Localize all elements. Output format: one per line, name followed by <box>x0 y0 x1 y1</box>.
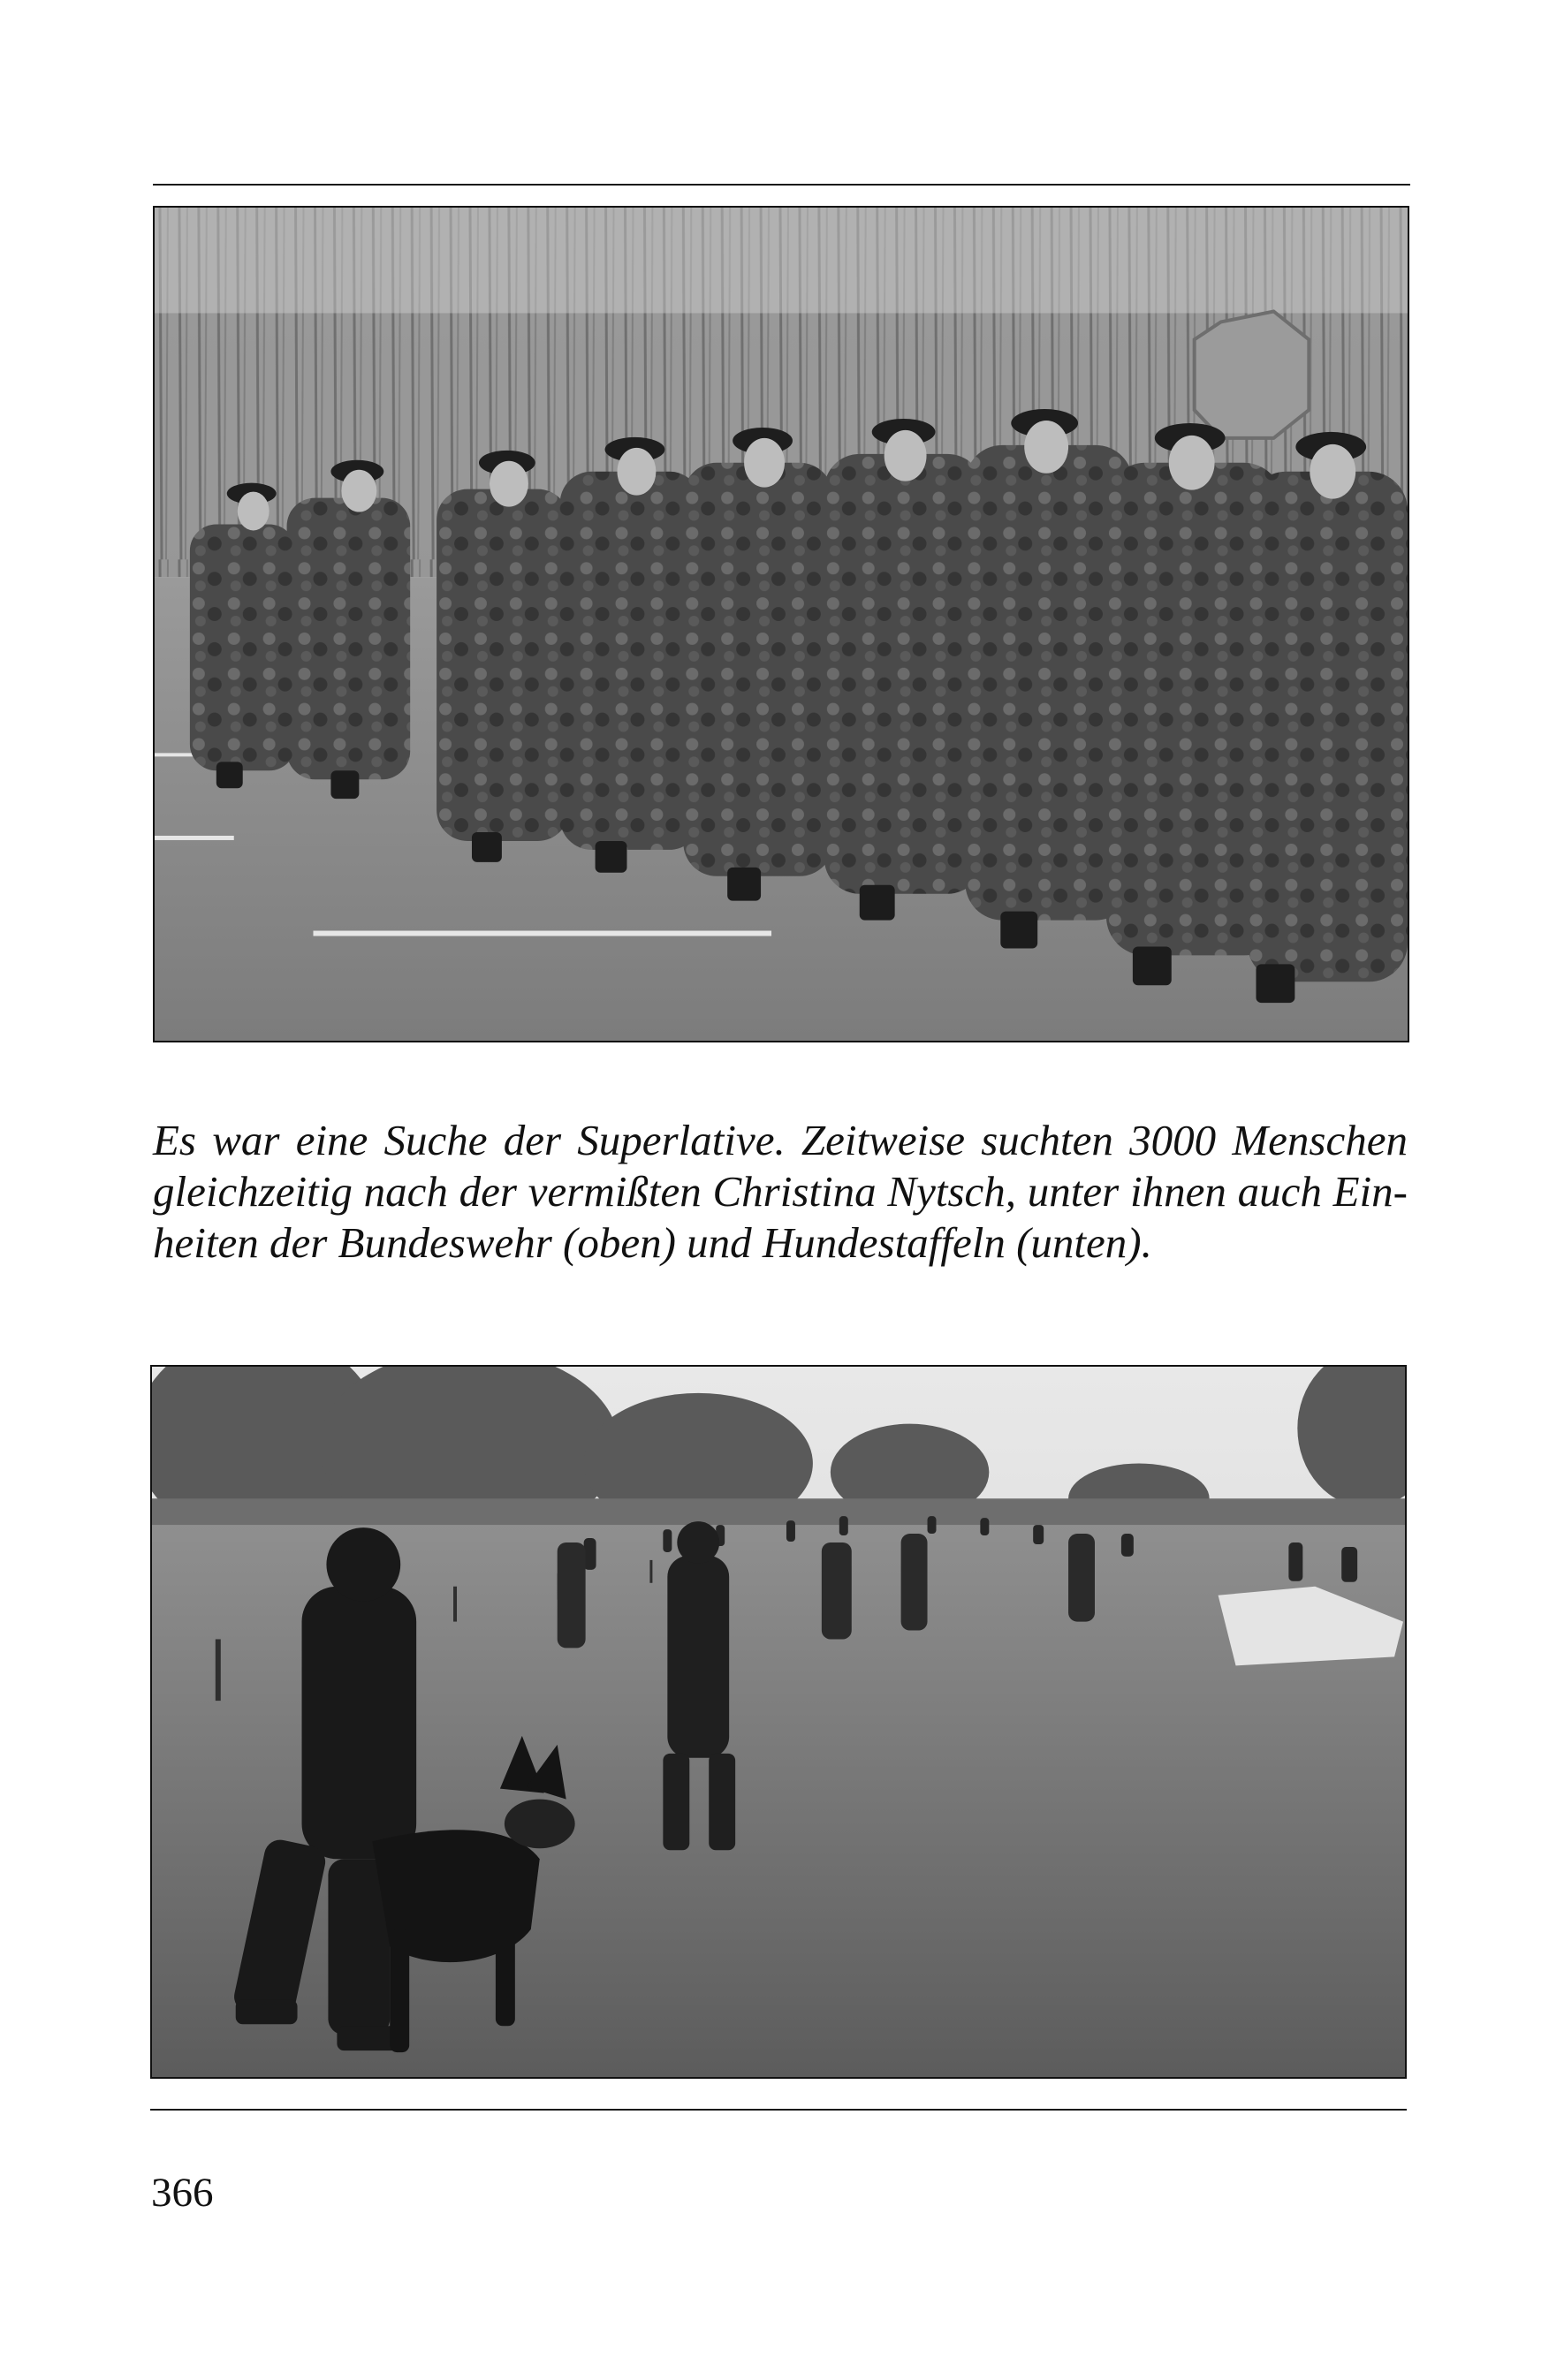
photo-caption <box>153 1115 1408 1269</box>
bottom-photograph <box>150 1365 1407 2079</box>
top-rule <box>153 184 1410 186</box>
caption-line-3: heiten der Bundeswehr (oben) und Hundestaffeln (unten). <box>153 1218 1152 1267</box>
page-number: 366 <box>151 2170 214 2216</box>
dog-handler-field-image <box>152 1367 1405 2077</box>
caption-line-2: gleichzeitig nach der vermißten Christina Nytsch, unter ihnen auch Ein- <box>153 1167 1408 1216</box>
caption-line-1: Es war eine Suche der Superlative. Zeitweise suchten 3000 Menschen <box>153 1116 1408 1164</box>
top-photograph <box>153 206 1409 1042</box>
bottom-rule <box>150 2109 1407 2111</box>
marching-soldiers-image <box>155 208 1408 1041</box>
